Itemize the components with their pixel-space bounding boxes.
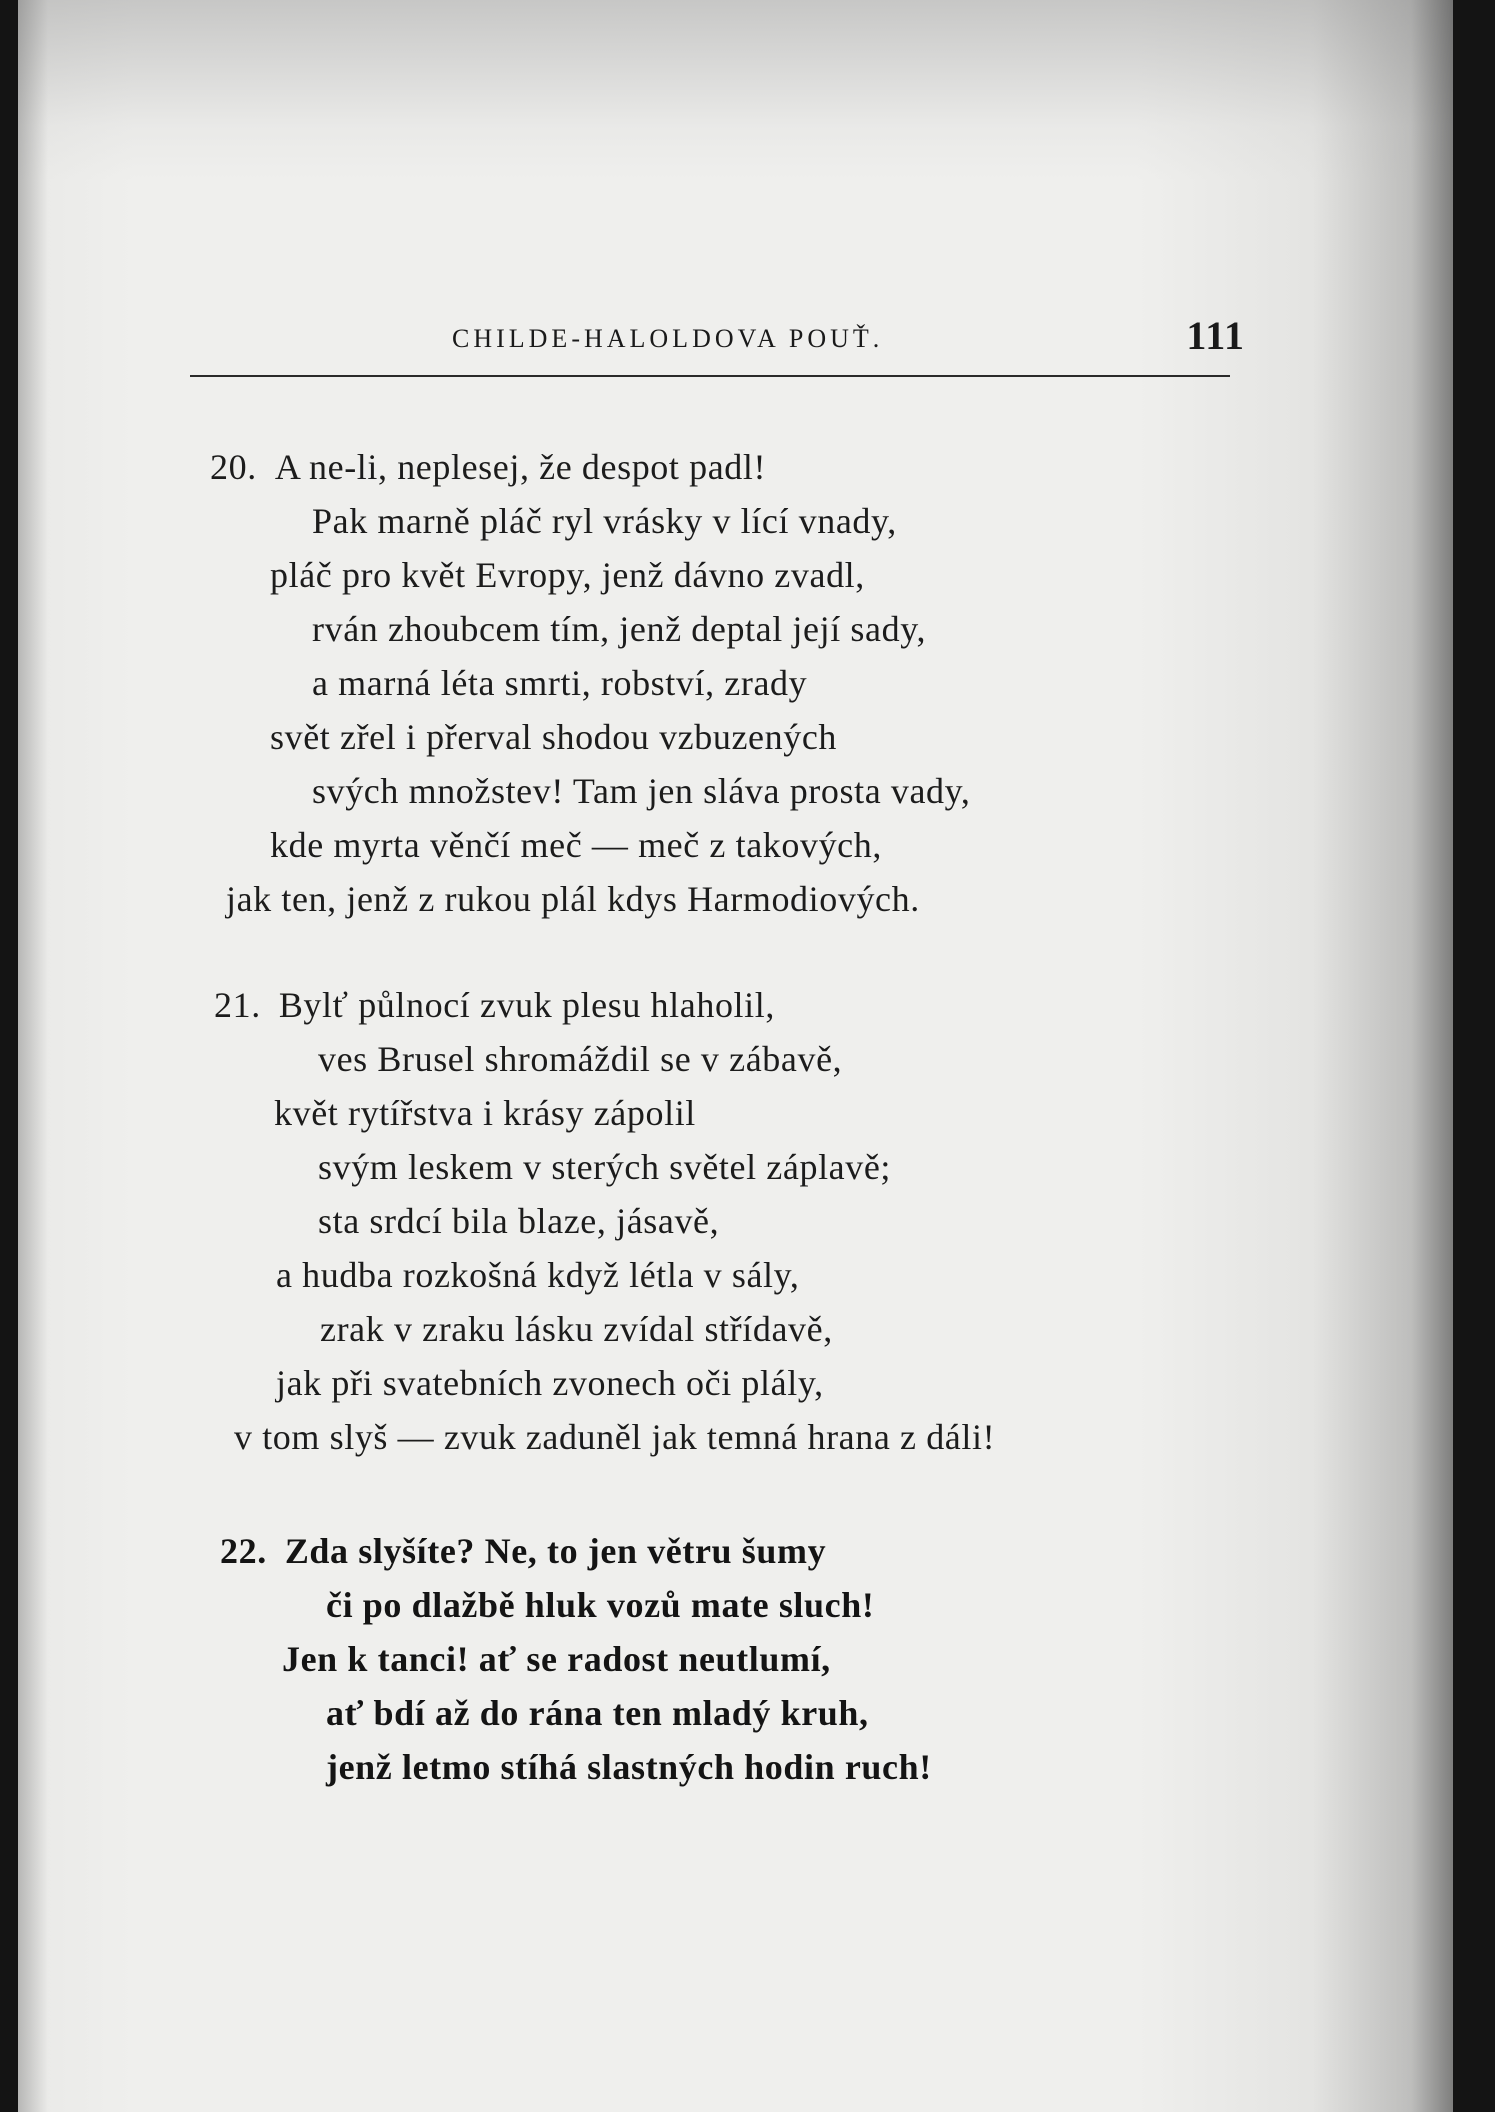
stanza-line: květ rytířstva i krásy zápolil: [274, 1093, 696, 1133]
stanza-line: kde myrta věnčí meč — meč z takových,: [270, 825, 882, 865]
stanza-line: Jen k tanci! ať se radost neutlumí,: [282, 1639, 831, 1679]
stanza-line: pláč pro květ Evropy, jenž dávno zvadl,: [270, 555, 865, 595]
scan-shadow-left: [18, 0, 48, 2112]
stanza-line: jenž letmo stíhá slastných hodin ruch!: [326, 1747, 932, 1787]
stanza-line: 22. Zda slyšíte? Ne, to jen větru šumy: [220, 1531, 827, 1571]
stanza-line: rván zhoubcem tím, jenž deptal její sady,: [312, 609, 927, 649]
stanza-line: svým leskem v sterých světel záplavě;: [318, 1147, 892, 1187]
page-number: 111: [1186, 313, 1245, 358]
stanza-line: a marná léta smrti, robství, zrady: [312, 663, 808, 703]
scan-shadow-right: [1313, 0, 1453, 2112]
stanza-line: či po dlažbě hluk vozů mate sluch!: [326, 1585, 875, 1625]
stanza-line: zrak v zraku lásku zvídal střídavě,: [320, 1309, 833, 1349]
stanza-number: 22.: [220, 1531, 267, 1571]
stanza-line: v tom slyš — zvuk zaduněl jak temná hrana z dáli!: [234, 1417, 996, 1457]
stanza-line: 21. Bylť půlnocí zvuk plesu hlaholil,: [214, 985, 775, 1025]
running-title: CHILDE-HALOLDOVA POUŤ.: [452, 324, 884, 353]
scan-shadow-top: [18, 0, 1453, 180]
header-rule: [190, 375, 1230, 377]
stanza-line: Pak marně pláč ryl vrásky v lící vnady,: [312, 501, 897, 541]
stanza-line: jak při svatebních zvonech oči plály,: [276, 1363, 824, 1403]
stanza-line: ves Brusel shromáždil se v zábavě,: [318, 1039, 843, 1079]
page-header: [190, 306, 1245, 366]
stanza-number: 20.: [210, 447, 257, 487]
stanza-line: ať bdí až do rána ten mladý kruh,: [326, 1693, 869, 1733]
stanza-line: svých množstev! Tam jen sláva prosta vady,: [312, 771, 971, 811]
stanza-number: 21.: [214, 985, 261, 1025]
stanza-line: jak ten, jenž z rukou plál kdys Harmodiových.: [226, 879, 920, 919]
stanza-line: a hudba rozkošná když létla v sály,: [276, 1255, 800, 1295]
stanza-line: 20. A ne-li, neplesej, že despot padl!: [210, 447, 767, 487]
stanza-line: sta srdcí bila blaze, jásavě,: [318, 1201, 720, 1241]
stanza-line: svět zřel i přerval shodou vzbuzených: [270, 717, 837, 757]
